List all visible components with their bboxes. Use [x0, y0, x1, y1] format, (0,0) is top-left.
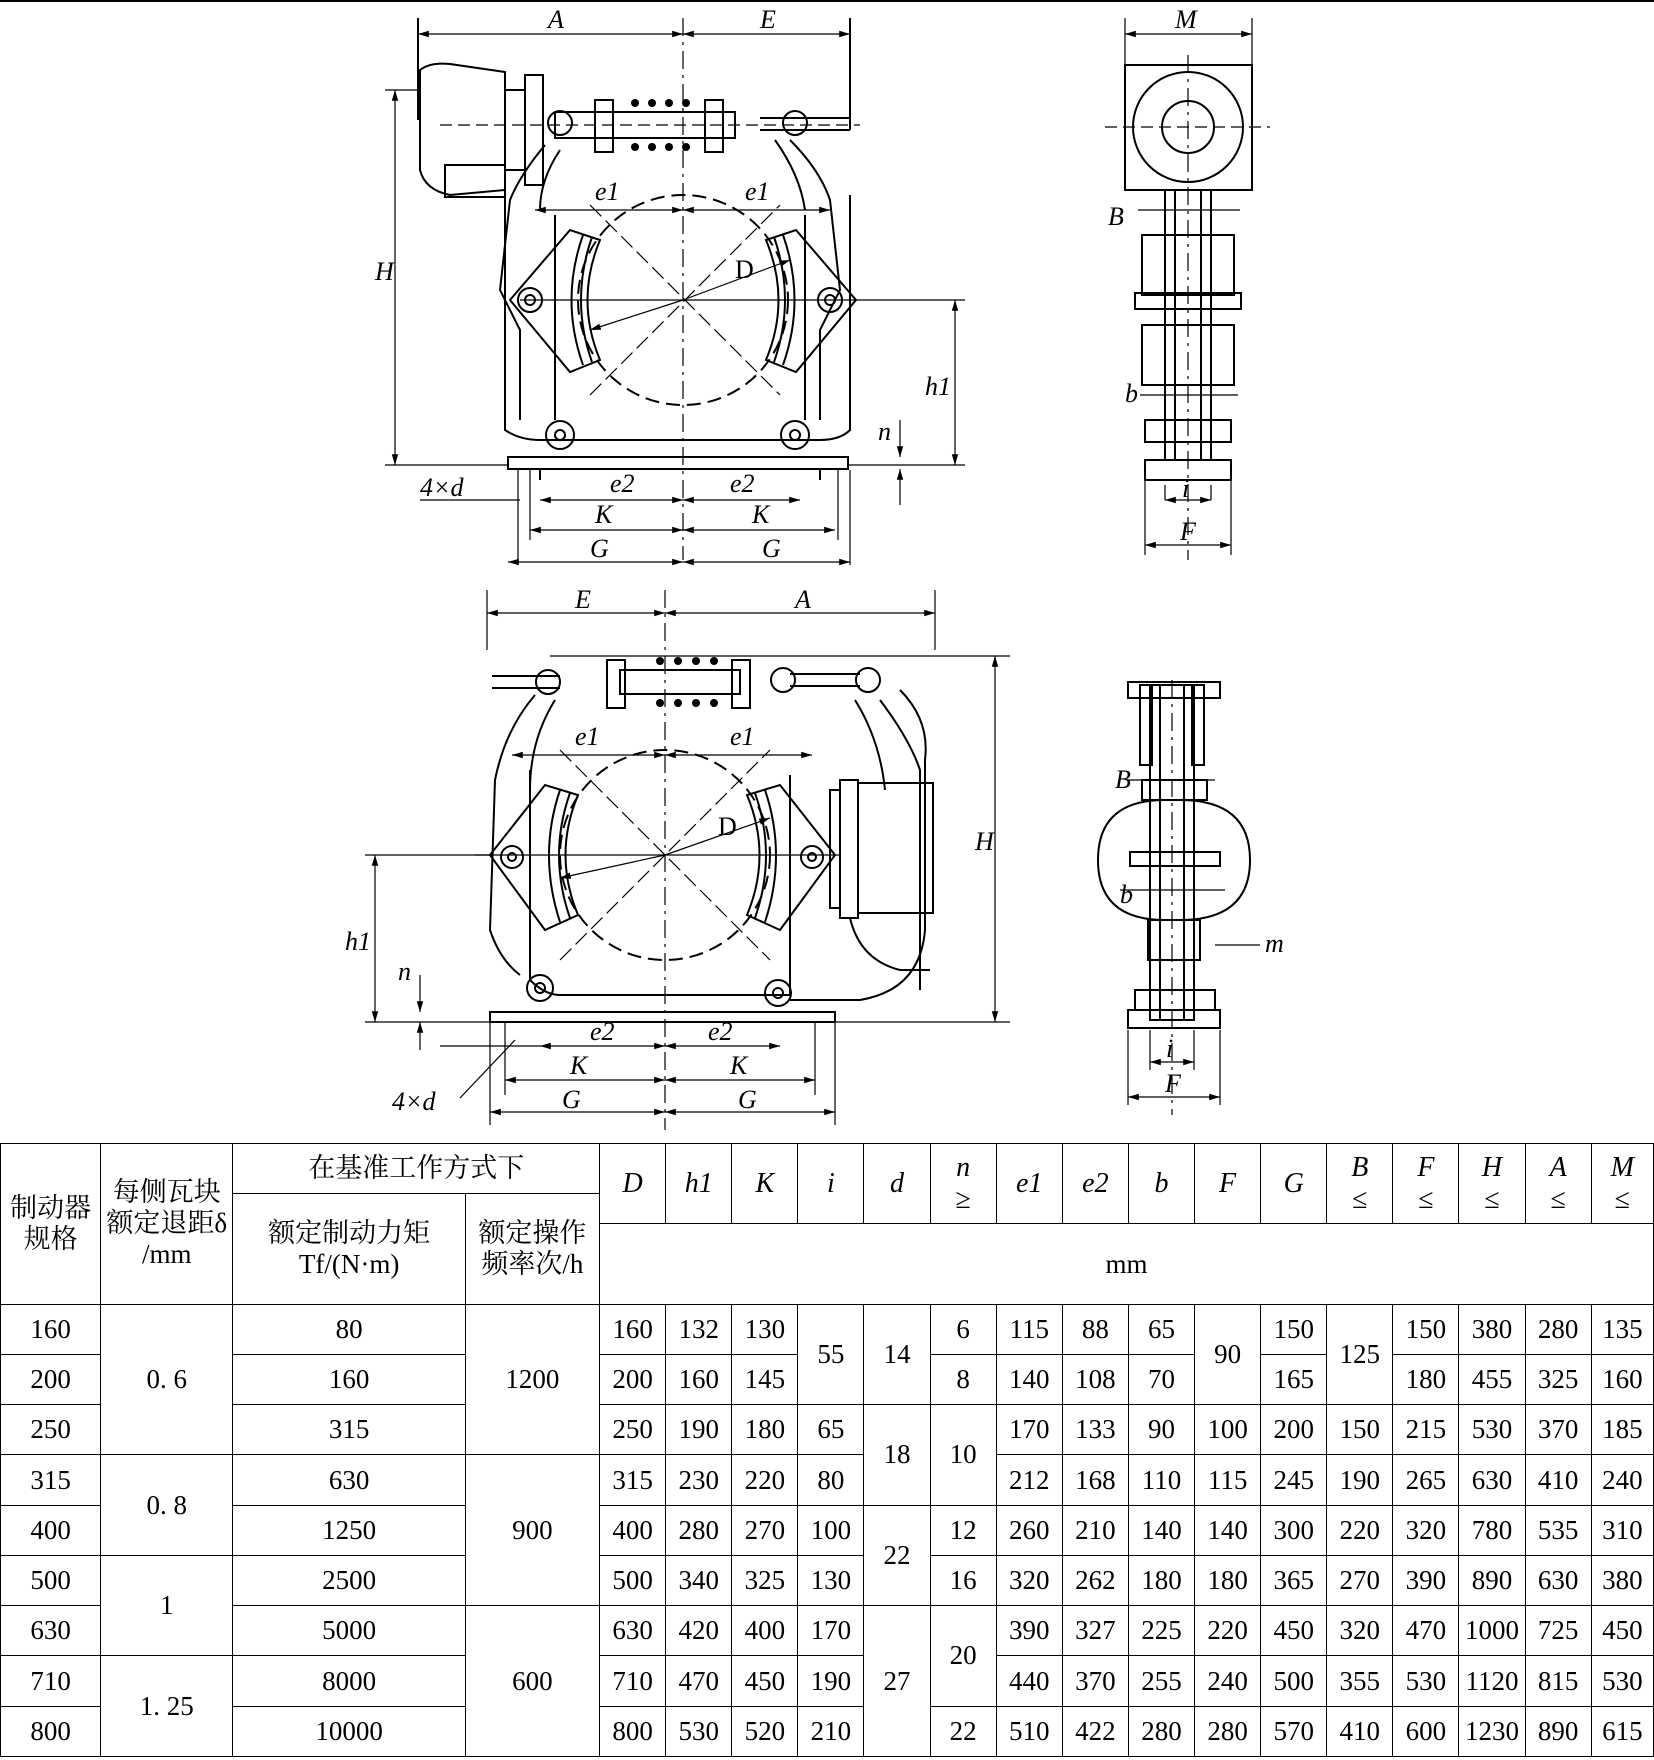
cell-F: 180	[1195, 1555, 1261, 1605]
cell-M: 530	[1591, 1656, 1653, 1706]
cell-spec: 800	[1, 1706, 101, 1756]
cell-gap: 0. 8	[101, 1455, 233, 1555]
cell-H: 1120	[1459, 1656, 1525, 1706]
cell-b: 140	[1128, 1505, 1194, 1555]
cell-A: 535	[1525, 1505, 1591, 1555]
header-col-7: e2	[1062, 1144, 1128, 1224]
label-b: b	[1125, 379, 1138, 408]
label-e2-left: e2	[590, 1017, 615, 1046]
cell-spec: 250	[1, 1405, 101, 1455]
cell-K: 145	[732, 1355, 798, 1405]
table-row	[1, 1304, 1654, 1354]
spec-table	[0, 1143, 1654, 1757]
cell-torque: 630	[233, 1455, 465, 1505]
cell-M: 615	[1591, 1706, 1653, 1756]
cell-b: 70	[1128, 1355, 1194, 1405]
cell-H: 780	[1459, 1505, 1525, 1555]
top-front-view	[385, 18, 965, 565]
cell-G: 245	[1261, 1455, 1327, 1505]
cell-M: 160	[1591, 1355, 1653, 1405]
cell-n: 22	[930, 1706, 996, 1756]
cell-e2: 422	[1062, 1706, 1128, 1756]
cell-F: 280	[1195, 1706, 1261, 1756]
cell-freq: 1200	[465, 1304, 599, 1455]
label-e2-right: e2	[708, 1017, 733, 1046]
cell-A: 630	[1525, 1555, 1591, 1605]
cell-D: 315	[600, 1455, 666, 1505]
cell-G: 150	[1261, 1304, 1327, 1354]
label-e2-right: e2	[730, 469, 755, 498]
label-h1: h1	[925, 372, 951, 401]
header-col-2: K	[732, 1144, 798, 1224]
label-B: B	[1115, 765, 1131, 794]
label-4xd: 4×d	[392, 1087, 436, 1116]
cell-A: 725	[1525, 1606, 1591, 1656]
cell-M: 380	[1591, 1555, 1653, 1605]
header-col-8: b	[1128, 1144, 1194, 1224]
cell-A: 325	[1525, 1355, 1591, 1405]
cell-i: 55	[798, 1304, 864, 1404]
cell-e1: 440	[996, 1656, 1062, 1706]
cell-D: 710	[600, 1656, 666, 1706]
cell-F2: 320	[1393, 1505, 1459, 1555]
cell-K: 325	[732, 1555, 798, 1605]
cell-D: 630	[600, 1606, 666, 1656]
cell-D: 400	[600, 1505, 666, 1555]
cell-F2: 150	[1393, 1304, 1459, 1354]
cell-i: 100	[798, 1505, 864, 1555]
cell-torque: 315	[233, 1405, 465, 1455]
cell-freq: 900	[465, 1455, 599, 1606]
table-row	[1, 1455, 1654, 1505]
cell-G: 300	[1261, 1505, 1327, 1555]
cell-e1: 390	[996, 1606, 1062, 1656]
header-group: 在基准工作方式下	[233, 1144, 600, 1194]
label-b: b	[1120, 880, 1133, 909]
cell-B: 190	[1327, 1455, 1393, 1505]
cell-D: 500	[600, 1555, 666, 1605]
cell-F: 240	[1195, 1656, 1261, 1706]
cell-G: 570	[1261, 1706, 1327, 1756]
cell-M: 135	[1591, 1304, 1653, 1354]
header-gap: 每侧瓦块额定退距δ /mm	[101, 1144, 233, 1305]
cell-e2: 210	[1062, 1505, 1128, 1555]
header-col-15: M ≤	[1591, 1144, 1653, 1224]
cell-K: 270	[732, 1505, 798, 1555]
label-D: D	[735, 255, 754, 284]
cell-H: 530	[1459, 1405, 1525, 1455]
cell-torque: 5000	[233, 1606, 465, 1656]
table-row	[1, 1505, 1654, 1555]
label-e1-left: e1	[595, 177, 620, 206]
cell-h1: 340	[666, 1555, 732, 1605]
cell-e1: 320	[996, 1555, 1062, 1605]
bottom-front-view	[365, 590, 1010, 1130]
label-K-right: K	[752, 500, 770, 529]
header-col-4: d	[864, 1144, 930, 1224]
cell-B: 125	[1327, 1304, 1393, 1404]
cell-K: 400	[732, 1606, 798, 1656]
label-n: n	[398, 957, 411, 986]
header-col-10: G	[1261, 1144, 1327, 1224]
cell-K: 450	[732, 1656, 798, 1706]
header-col-5: n ≥	[930, 1144, 996, 1224]
table-row	[1, 1706, 1654, 1756]
label-E: E	[575, 585, 591, 614]
header-col-11: B ≤	[1327, 1144, 1393, 1224]
cell-torque: 80	[233, 1304, 465, 1354]
cell-G: 450	[1261, 1606, 1327, 1656]
label-m: m	[1265, 929, 1284, 958]
cell-b: 65	[1128, 1304, 1194, 1354]
cell-A: 890	[1525, 1706, 1591, 1756]
cell-gap: 1. 25	[101, 1656, 233, 1757]
cell-H: 380	[1459, 1304, 1525, 1354]
cell-e2: 88	[1062, 1304, 1128, 1354]
cell-spec: 630	[1, 1606, 101, 1656]
cell-spec: 710	[1, 1656, 101, 1706]
header-unit: mm	[600, 1224, 1654, 1304]
cell-gap: 1	[101, 1555, 233, 1655]
cell-spec: 500	[1, 1555, 101, 1605]
cell-i: 80	[798, 1455, 864, 1505]
header-col-0: D	[600, 1144, 666, 1224]
label-A: A	[548, 5, 564, 34]
cell-n: 12	[930, 1505, 996, 1555]
cell-b: 180	[1128, 1555, 1194, 1605]
cell-K: 180	[732, 1405, 798, 1455]
cell-i: 190	[798, 1656, 864, 1706]
header-col-12: F ≤	[1393, 1144, 1459, 1224]
cell-e1: 260	[996, 1505, 1062, 1555]
cell-h1: 280	[666, 1505, 732, 1555]
cell-i: 65	[798, 1405, 864, 1455]
header-col-9: F	[1195, 1144, 1261, 1224]
header-freq: 额定操作频率次/h	[465, 1194, 599, 1305]
header-spec: 制动器规格	[1, 1144, 101, 1305]
cell-e2: 133	[1062, 1405, 1128, 1455]
label-e1-right: e1	[745, 177, 770, 206]
cell-A: 815	[1525, 1656, 1591, 1706]
label-A: A	[795, 585, 811, 614]
cell-torque: 8000	[233, 1656, 465, 1706]
cell-i: 210	[798, 1706, 864, 1756]
cell-D: 800	[600, 1706, 666, 1756]
label-H: H	[975, 827, 994, 856]
cell-D: 160	[600, 1304, 666, 1354]
label-e1-left: e1	[575, 722, 600, 751]
cell-torque: 1250	[233, 1505, 465, 1555]
cell-M: 185	[1591, 1405, 1653, 1455]
cell-e1: 212	[996, 1455, 1062, 1505]
cell-B: 220	[1327, 1505, 1393, 1555]
header-col-14: A ≤	[1525, 1144, 1591, 1224]
cell-A: 370	[1525, 1405, 1591, 1455]
top-side-labels	[1108, 5, 1198, 546]
label-K-right: K	[730, 1051, 748, 1080]
cell-H: 630	[1459, 1455, 1525, 1505]
cell-h1: 160	[666, 1355, 732, 1405]
cell-e1: 510	[996, 1706, 1062, 1756]
cell-K: 130	[732, 1304, 798, 1354]
label-K-left: K	[570, 1051, 588, 1080]
cell-n: 8	[930, 1355, 996, 1405]
cell-F2: 530	[1393, 1656, 1459, 1706]
cell-G: 365	[1261, 1555, 1327, 1605]
cell-M: 450	[1591, 1606, 1653, 1656]
cell-B: 410	[1327, 1706, 1393, 1756]
cell-e1: 140	[996, 1355, 1062, 1405]
label-H: H	[375, 257, 394, 286]
cell-n: 6	[930, 1304, 996, 1354]
table-row	[1, 1555, 1654, 1605]
header-col-6: e1	[996, 1144, 1062, 1224]
cell-e2: 262	[1062, 1555, 1128, 1605]
cell-n: 10	[930, 1405, 996, 1505]
label-i: i	[1182, 474, 1190, 503]
cell-h1: 132	[666, 1304, 732, 1354]
cell-d: 18	[864, 1405, 930, 1505]
cell-D: 250	[600, 1405, 666, 1455]
cell-h1: 530	[666, 1706, 732, 1756]
cell-h1: 420	[666, 1606, 732, 1656]
cell-G: 165	[1261, 1355, 1327, 1405]
header-col-1: h1	[666, 1144, 732, 1224]
cell-F2: 215	[1393, 1405, 1459, 1455]
cell-torque: 2500	[233, 1555, 465, 1605]
cell-d: 27	[864, 1606, 930, 1757]
cell-G: 500	[1261, 1656, 1327, 1706]
cell-B: 320	[1327, 1606, 1393, 1656]
cell-b: 110	[1128, 1455, 1194, 1505]
cell-A: 280	[1525, 1304, 1591, 1354]
cell-gap: 0. 6	[101, 1304, 233, 1455]
cell-i: 170	[798, 1606, 864, 1656]
table-row	[1, 1405, 1654, 1455]
cell-B: 150	[1327, 1405, 1393, 1455]
cell-i: 130	[798, 1555, 864, 1605]
table-row	[1, 1606, 1654, 1656]
cell-n: 16	[930, 1555, 996, 1605]
cell-h1: 470	[666, 1656, 732, 1706]
cell-b: 90	[1128, 1405, 1194, 1455]
cell-e1: 115	[996, 1304, 1062, 1354]
cell-K: 520	[732, 1706, 798, 1756]
label-4xd: 4×d	[420, 473, 464, 502]
label-F: F	[1180, 517, 1196, 546]
cell-e2: 168	[1062, 1455, 1128, 1505]
cell-torque: 10000	[233, 1706, 465, 1756]
cell-M: 240	[1591, 1455, 1653, 1505]
cell-F2: 180	[1393, 1355, 1459, 1405]
top-front-labels	[374, 5, 951, 563]
cell-d: 14	[864, 1304, 930, 1404]
cell-M: 310	[1591, 1505, 1653, 1555]
cell-e1: 170	[996, 1405, 1062, 1455]
cell-spec: 160	[1, 1304, 101, 1354]
cell-e2: 327	[1062, 1606, 1128, 1656]
cell-F: 90	[1195, 1304, 1261, 1404]
cell-spec: 400	[1, 1505, 101, 1555]
label-i: i	[1166, 1034, 1174, 1063]
cell-B: 355	[1327, 1656, 1393, 1706]
cell-e2: 108	[1062, 1355, 1128, 1405]
cell-F2: 600	[1393, 1706, 1459, 1756]
cell-b: 255	[1128, 1656, 1194, 1706]
cell-spec: 315	[1, 1455, 101, 1505]
cell-n: 20	[930, 1606, 996, 1706]
cell-freq: 600	[465, 1606, 599, 1757]
header-col-13: H ≤	[1459, 1144, 1525, 1224]
label-G-left: G	[562, 1085, 581, 1114]
cell-b: 225	[1128, 1606, 1194, 1656]
cell-F: 220	[1195, 1606, 1261, 1656]
cell-H: 1000	[1459, 1606, 1525, 1656]
cell-B: 270	[1327, 1555, 1393, 1605]
cell-torque: 160	[233, 1355, 465, 1405]
cell-d: 22	[864, 1505, 930, 1605]
header-torque: 额定制动力矩 Tf/(N·m)	[233, 1194, 465, 1305]
label-G-right: G	[762, 534, 781, 563]
label-e2-left: e2	[610, 469, 635, 498]
label-e1-right: e1	[730, 722, 755, 751]
cell-F2: 470	[1393, 1606, 1459, 1656]
cell-F: 115	[1195, 1455, 1261, 1505]
label-h1: h1	[345, 927, 371, 956]
cell-G: 200	[1261, 1405, 1327, 1455]
cell-F: 100	[1195, 1405, 1261, 1455]
cell-A: 410	[1525, 1455, 1591, 1505]
label-G-right: G	[738, 1085, 757, 1114]
cell-spec: 200	[1, 1355, 101, 1405]
header-col-3: i	[798, 1144, 864, 1224]
cell-H: 890	[1459, 1555, 1525, 1605]
cell-e2: 370	[1062, 1656, 1128, 1706]
label-E: E	[760, 5, 776, 34]
cell-F2: 390	[1393, 1555, 1459, 1605]
label-M: M	[1175, 5, 1197, 34]
label-D: D	[718, 812, 737, 841]
label-G-left: G	[590, 534, 609, 563]
cell-F: 140	[1195, 1505, 1261, 1555]
label-B: B	[1108, 202, 1124, 231]
cell-h1: 190	[666, 1405, 732, 1455]
cell-H: 1230	[1459, 1706, 1525, 1756]
cell-b: 280	[1128, 1706, 1194, 1756]
label-n: n	[878, 417, 891, 446]
table-row	[1, 1656, 1654, 1706]
cell-H: 455	[1459, 1355, 1525, 1405]
label-F: F	[1165, 1069, 1181, 1098]
cell-D: 200	[600, 1355, 666, 1405]
cell-h1: 230	[666, 1455, 732, 1505]
cell-K: 220	[732, 1455, 798, 1505]
label-K-left: K	[595, 500, 613, 529]
cell-F2: 265	[1393, 1455, 1459, 1505]
